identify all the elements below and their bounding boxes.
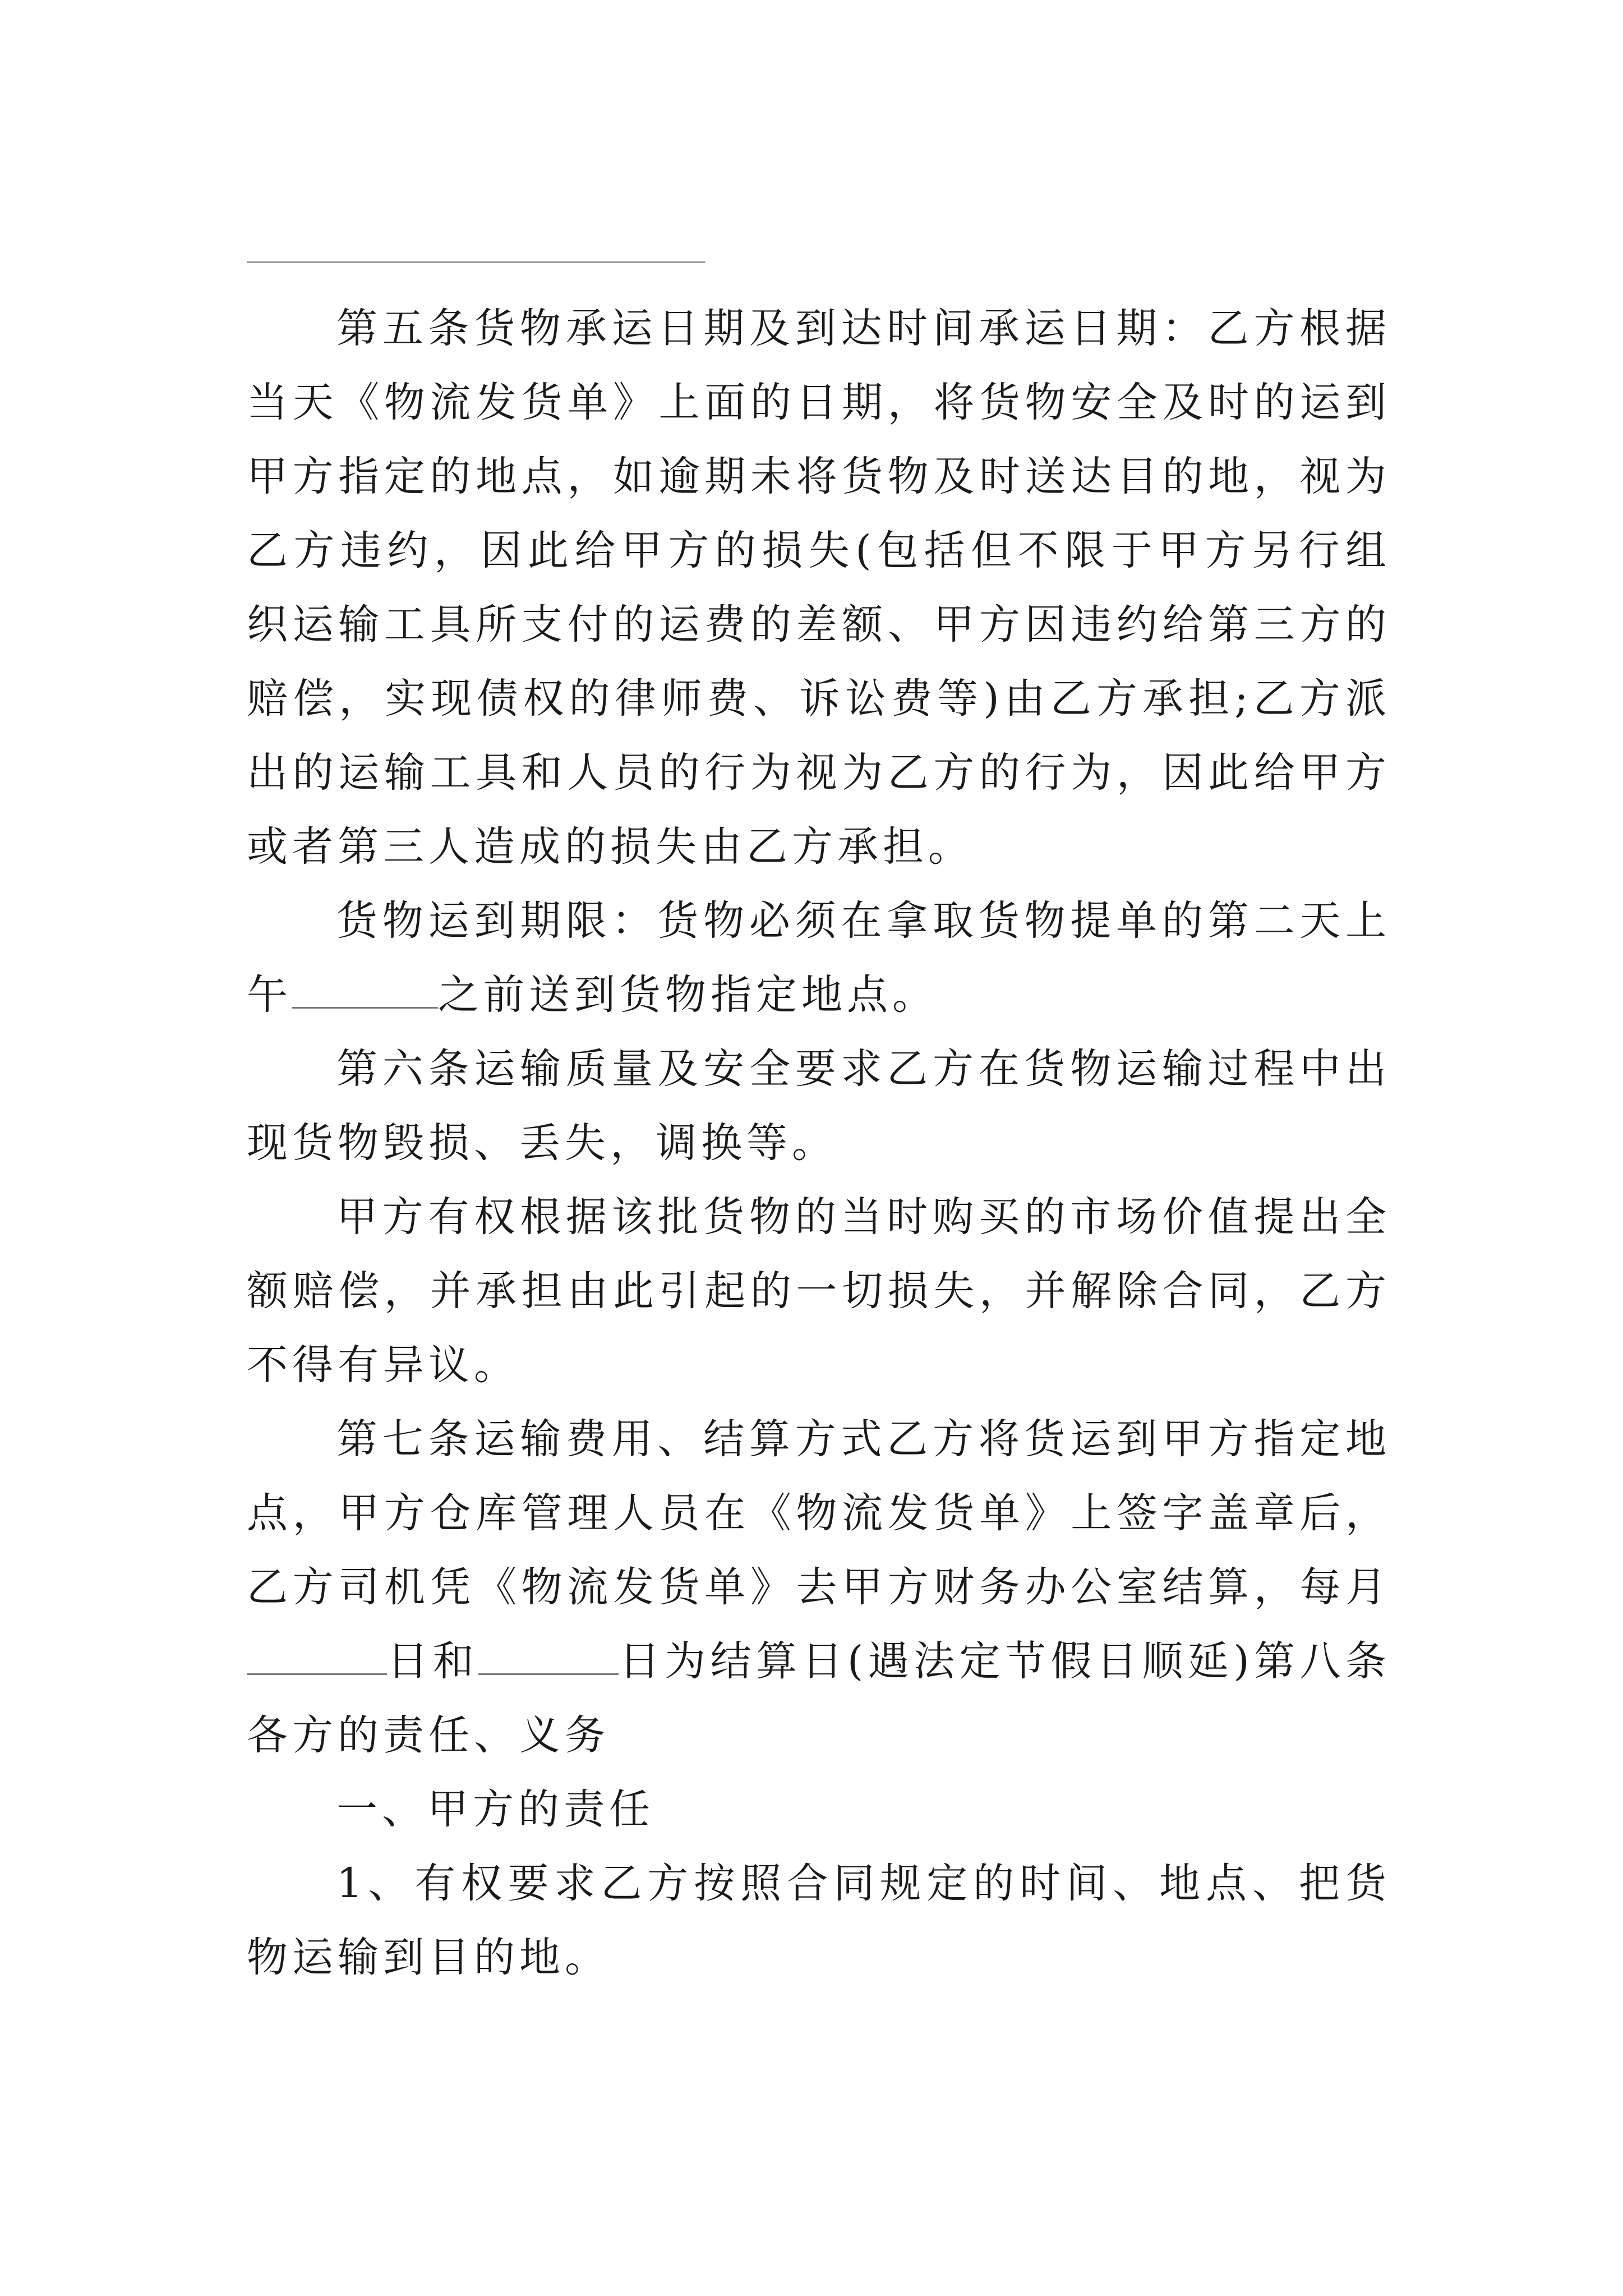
paragraph-article-6 bbox=[247, 1032, 1391, 1180]
paragraph-article-7 bbox=[247, 1402, 1391, 1773]
delivery-deadline-text: 货物运到期限：货物必须在拿取货物提单的第二天上午 bbox=[247, 897, 1391, 1019]
article-7-text-end: 日为结算日(遇法定节假日顺延)第八条各方的责任、义务 bbox=[247, 1637, 1391, 1759]
header-rule bbox=[247, 261, 706, 263]
compensation-text: 甲方有权根据该批货物的当时购买的市场价值提出全额赔偿，并承担由此引起的一切损失，并解除合同，乙方不得有异议。 bbox=[247, 1193, 1391, 1389]
fill-in-blank bbox=[478, 1640, 619, 1675]
document-body bbox=[247, 292, 1391, 1995]
paragraph-article-5 bbox=[247, 292, 1391, 884]
article-5-text: 第五条货物承运日期及到达时间承运日期：乙方根据当天《物流发货单》上面的日期，将货物安全及时的运到甲方指定的地点，如逾期未将货物及时送达目的地，视为乙方违约，因此给甲方的损失(包括但不限于甲方另行组织运输工具所支付的运费的差额、甲方因违约给第三方的赔偿，实现债权的律师费、诉讼费等)由乙方承担;乙方派出的运输工具和人员的行为视为乙方的行为，因此给甲方或者第三人造成的损失由乙方承担。 bbox=[247, 305, 1391, 871]
fill-in-blank bbox=[292, 973, 438, 1009]
article-7-text: 第七条运输费用、结算方式乙方将货运到甲方指定地点，甲方仓库管理人员在《物流发货单》上签字盖章后，乙方司机凭《物流发货单》去甲方财务办公室结算，每月 bbox=[247, 1415, 1391, 1611]
paragraph-party-a-heading bbox=[247, 1773, 1391, 1847]
article-6-text: 第六条运输质量及安全要求乙方在货物运输过程中出现货物毁损、丢失，调换等。 bbox=[247, 1045, 1391, 1167]
paragraph-delivery-deadline bbox=[247, 884, 1391, 1032]
party-a-item-1-text: 1、有权要求乙方按照合同规定的时间、地点、把货物运输到目的地。 bbox=[247, 1860, 1391, 1981]
delivery-deadline-text-end: 之前送到货物指定地点。 bbox=[438, 971, 938, 1019]
paragraph-compensation bbox=[247, 1180, 1391, 1402]
fill-in-blank bbox=[247, 1640, 387, 1675]
party-a-heading-text: 一、甲方的责任 bbox=[336, 1786, 654, 1833]
article-7-text-mid: 日和 bbox=[387, 1637, 479, 1685]
paragraph-party-a-item-1 bbox=[247, 1847, 1391, 1995]
